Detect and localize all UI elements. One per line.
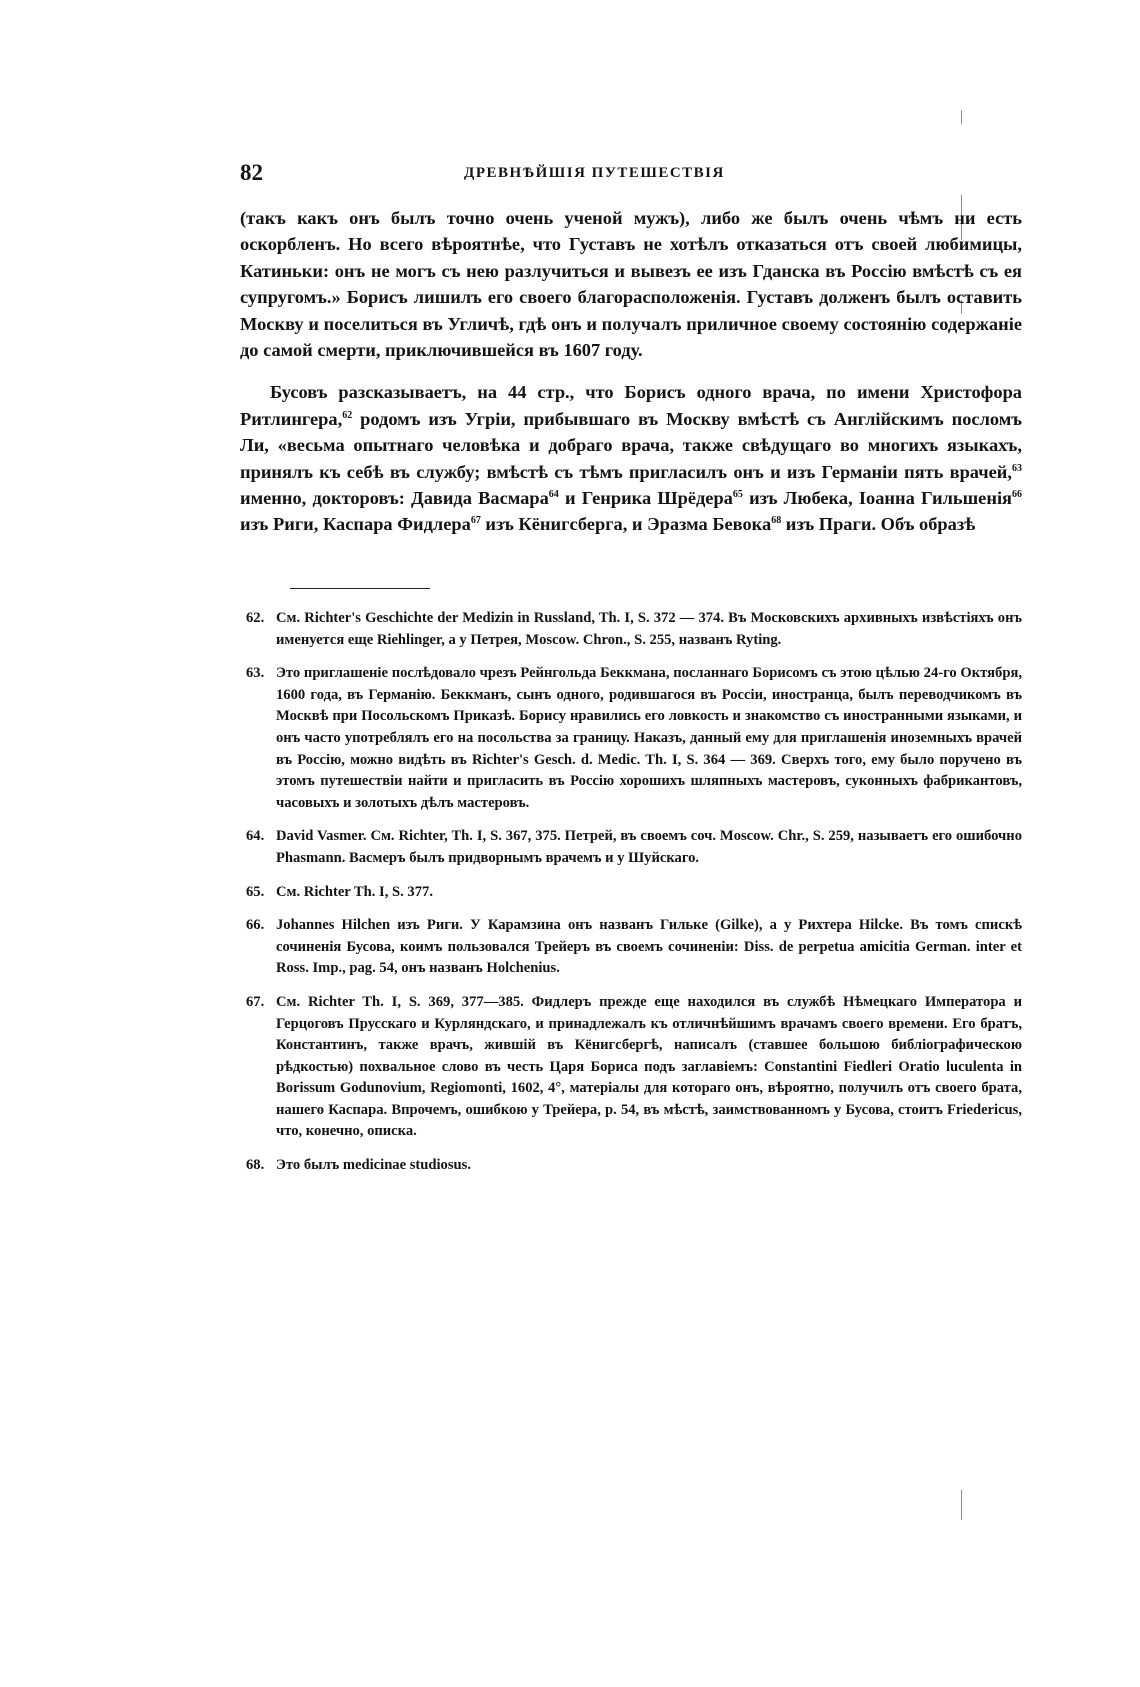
footnote-text: David Vasmer. См. Richter, Th. I, S. 367, 375. Петрей, въ своемъ соч. Moscow. Chr., S. 259, называетъ его ошибочно Phasmann. Васмеръ былъ придворнымъ врачемъ и у Шуйскаго. (276, 828, 1022, 866)
footnote-text: Это былъ medicinae studiosus. (276, 1157, 471, 1174)
footnote-number: 63. (246, 665, 265, 682)
text-run: именно, докторовъ: Давида Васмара (240, 488, 549, 509)
footnote-ref: 63 (1012, 462, 1022, 474)
footnote-text: См. Richter's Geschichte der Medizin in Russland, Th. I, S. 372 — 374. Въ Московскихъ архивныхъ извѣстіяхъ онъ именуется еще Riehlinger, а у Петрея, Moscow. Chron., S. 255, названъ Ryting. (276, 610, 1022, 648)
page-header (240, 160, 1020, 190)
footnote-ref: 67 (470, 515, 481, 527)
running-title: ДРЕВНѢЙШІЯ ПУТЕШЕСТВІЯ (464, 165, 725, 181)
footnote (246, 608, 1022, 651)
footnote-ref: 65 (732, 488, 743, 500)
footnote-number: 68. (246, 1157, 265, 1174)
scan-edge-mark (961, 1490, 962, 1520)
footnote-ref: 64 (548, 488, 559, 500)
paragraph: (такъ какъ онъ былъ точно очень ученой мужъ), либо же былъ очень чѣмъ ни есть оскорбленъ. Но всего вѣроятнѣе, что Густавъ не хотѣлъ отказаться отъ своей любимицы, Катиньки: онъ не могъ съ нею разлучиться и вывезъ ее изъ Гданска въ Россію вмѣстѣ съ ея супругомъ.» Борисъ лишилъ его своего благорасположенія. Густавъ долженъ былъ оставить Москву и поселиться въ Угличѣ, гдѣ онъ и получалъ приличное своему состоянію содержаніе до самой смерти, приключившейся въ 1607 году. (240, 208, 1022, 361)
page-number: 82 (240, 160, 263, 185)
footnote-ref: 66 (1012, 488, 1022, 500)
text-run: изъ Кёнигсберга, и Эразма Бевока (480, 514, 772, 535)
footnote-ref: 68 (771, 515, 782, 527)
footnotes (246, 608, 1022, 1189)
footnote-text: См. Richter Th. I, S. 377. (276, 883, 433, 900)
footnote (246, 915, 1022, 980)
text-run: изъ Риги, Каспара Фидлера (240, 514, 471, 535)
footnote (246, 992, 1022, 1143)
footnote-text: Johannes Hilchen изъ Риги. У Карамзина онъ названъ Гилькe (Gilke), а у Рихтера Hilcke. Въ томъ спискѣ сочиненія Бусова, коимъ пользовался Трейеръ въ своемъ сочиненіи: Diss. de perpetua amicitia German. inter et Ross. Imp., pag. 54, онъ названъ Holchenius. (276, 917, 1022, 977)
footnote-number: 67. (246, 993, 265, 1010)
footnote (246, 1155, 1022, 1177)
footnote-number: 66. (246, 917, 265, 934)
footnote (246, 882, 1022, 904)
footnote-number: 65. (246, 883, 265, 900)
scan-edge-mark (961, 110, 962, 124)
footnote (246, 663, 1022, 814)
footnote-text: Это приглашеніе послѣдовало чрезъ Рейнгольда Беккмана, посланнаго Борисомъ съ этою цѣлью 24-го Октября, 1600 года, въ Германію. Беккманъ, сынъ одного, родившагося въ Россіи, иностранца, былъ переводчикомъ въ Москвѣ при Посольскомъ Приказѣ. Борису нравились его ловкость и знакомство съ иностранными языками, и онъ часто употреблялъ его на посольства за границу. Наказъ, данный ему для приглашенія иноземныхъ врачей въ Россію, можно видѣть въ Richter's Gesch. d. Medic. Th. I, S. 364 — 369. Сверхъ того, ему было поручено въ этомъ путешествіи найти и пригласить въ Россію хорошихъ шляпныхъ мастеровъ, суконныхъ фабрикантовъ, часовыхъ и золотыхъ дѣлъ мастеровъ. (276, 665, 1022, 811)
footnote (246, 826, 1022, 869)
paragraph (240, 379, 1022, 537)
footnote-separator (290, 588, 430, 589)
footnote-number: 62. (246, 610, 265, 626)
footnote-number: 64. (246, 828, 265, 845)
text-run: изъ Праги. Объ образѣ (781, 514, 976, 535)
text-run: и Генрика Шрёдера (558, 488, 733, 509)
text-run: родомъ изъ Угріи, прибывшаго въ Москву вмѣстѣ съ Англійскимъ посломъ Ли, «весьма опытнаго человѣка и добраго врача, также свѣдущаго во многихъ языкахъ, принялъ къ себѣ въ службу; вмѣстѣ съ тѣмъ пригласилъ онъ и изъ Германіи пять врачей, (240, 408, 1022, 482)
main-text (240, 205, 1022, 538)
footnote-ref: 62 (342, 409, 353, 421)
footnote-text: См. Richter Th. I, S. 369, 377—385. Фидлеръ прежде еще находился въ службѣ Нѣмецкаго Императора и Герцоговъ Прусскаго и Курляндскаго, и принадлежалъ къ отличнѣйшимъ врачамъ своего времени. Его братъ, Констaнтинъ, также врачъ, жившій въ Кёнигсбергѣ, написалъ (ставшее большою библіографическою рѣдкостью) похвальное слово въ честь Царя Бориса подъ заглавіемъ: Constantini Fiedleri Oratio luculenta in Borissum Godunovium, Regiomonti, 1602, 4°, матеріалы для котораго онъ, вѣроятно, получилъ отъ своего брата, нашего Каспара. Впрочемъ, ошибкою у Трейера, p. 54, въ мѣстѣ, заимствованномъ у Бусова, стоитъ Friedericus, что, конечно, описка. (276, 993, 1022, 1140)
text-run: изъ Любека, Іоанна Гильшенія (742, 488, 1012, 509)
text-run: Бусовъ разсказываетъ, на 44 стр., что Борисъ одного врача, по имени Христофора Ритлингера, (240, 382, 1022, 429)
